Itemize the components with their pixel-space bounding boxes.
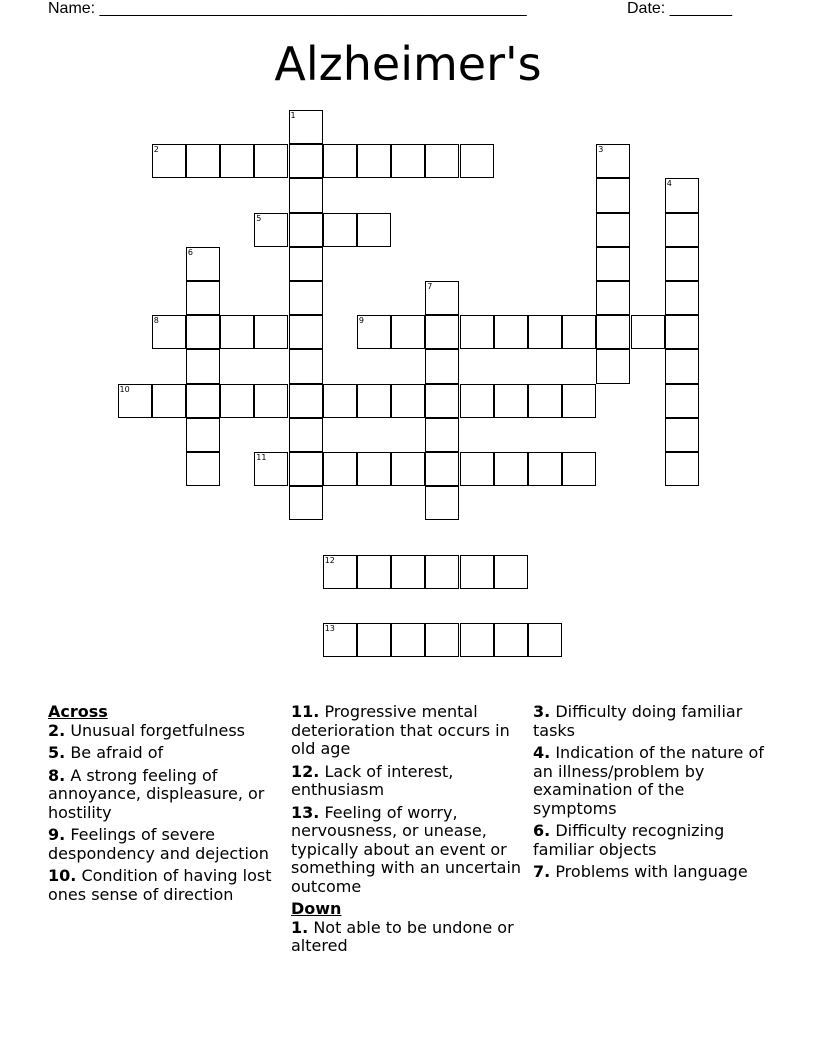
across-clue-list: [48, 722, 284, 905]
grid-cell[interactable]: [289, 281, 323, 315]
clue-column-1: [48, 703, 284, 908]
grid-cell[interactable]: [460, 623, 494, 657]
grid-cell[interactable]: [357, 384, 391, 418]
clue-item: [533, 744, 769, 818]
across-heading: Across: [48, 702, 108, 721]
grid-cell[interactable]: [323, 144, 357, 178]
grid-cell[interactable]: [186, 144, 220, 178]
grid-cell[interactable]: [528, 623, 562, 657]
clue-item-text: Not able to be undone or altered: [291, 917, 514, 955]
grid-cell[interactable]: [152, 384, 186, 418]
grid-cell[interactable]: [665, 247, 699, 281]
clue-item-number: 5.: [48, 743, 66, 762]
grid-cell[interactable]: [391, 452, 425, 486]
grid-cell[interactable]: [425, 315, 459, 349]
clue-item-text: Difficulty recognizing familiar objects: [533, 821, 725, 859]
clue-item-number: 13.: [291, 802, 320, 822]
clue-item-text: Difficulty doing familiar tasks: [533, 702, 743, 740]
clue-item-number: 8.: [48, 765, 66, 785]
grid-cell[interactable]: [220, 144, 254, 178]
grid-cell[interactable]: [357, 213, 391, 247]
grid-cell[interactable]: [186, 315, 220, 349]
grid-cell-8[interactable]: [152, 315, 186, 349]
clue-number: 2: [153, 145, 159, 155]
clue-item-number: 9.: [48, 825, 66, 844]
grid-cell-7[interactable]: [425, 281, 459, 315]
grid-cell[interactable]: [528, 384, 562, 418]
grid-cell[interactable]: [289, 247, 323, 281]
grid-cell[interactable]: [289, 452, 323, 486]
clue-number: 1: [290, 111, 296, 120]
clue-item: [48, 867, 284, 904]
clue-number: 6: [187, 247, 193, 257]
clue-item-number: 4.: [533, 743, 551, 762]
clue-item-number: 10.: [48, 866, 77, 885]
grid-cell[interactable]: [186, 281, 220, 315]
grid-cell[interactable]: [425, 555, 459, 589]
grid-cell[interactable]: [289, 349, 323, 383]
grid-cell[interactable]: [460, 555, 494, 589]
grid-cell[interactable]: [425, 418, 459, 452]
clue-item-text: Be afraid of: [70, 743, 164, 762]
clue-item-number: 2.: [48, 720, 66, 740]
grid-cell[interactable]: [562, 452, 596, 486]
grid-cell[interactable]: [596, 178, 630, 212]
down-clue-list: [291, 919, 527, 956]
page-title: Alzheimer's: [274, 37, 542, 91]
grid-cell[interactable]: [665, 213, 699, 247]
grid-cell-5[interactable]: [254, 213, 288, 247]
grid-cell[interactable]: [460, 452, 494, 486]
clue-number: 12: [324, 555, 335, 565]
grid-cell[interactable]: [323, 384, 357, 418]
clue-item-number: 1.: [291, 917, 309, 937]
grid-cell[interactable]: [254, 315, 288, 349]
grid-cell[interactable]: [494, 452, 528, 486]
clue-item-text: Indication of the nature of an illness/problem by examination of the symptoms: [533, 743, 764, 818]
grid-cell[interactable]: [665, 315, 699, 349]
clue-item-text: Lack of interest, enthusiasm: [291, 761, 454, 799]
clue-item: [291, 703, 527, 759]
grid-cell[interactable]: [528, 452, 562, 486]
clue-item: [48, 826, 284, 863]
grid-cell[interactable]: [289, 384, 323, 418]
clue-item-text: Problems with language: [555, 862, 748, 881]
grid-cell-9[interactable]: [357, 315, 391, 349]
clue-item: [533, 703, 769, 740]
clue-column-3: [533, 703, 769, 886]
grid-cell[interactable]: [460, 144, 494, 178]
grid-cell[interactable]: [460, 384, 494, 418]
grid-cell[interactable]: [289, 178, 323, 212]
grid-cell[interactable]: [254, 144, 288, 178]
clue-item-text: A strong feeling of annoyance, displeasure, or hostility: [48, 765, 265, 822]
grid-cell[interactable]: [528, 315, 562, 349]
grid-cell[interactable]: [289, 486, 323, 520]
across-clue-list-continued: [291, 703, 527, 896]
clue-number: 13: [324, 624, 335, 633]
grid-cell[interactable]: [357, 623, 391, 657]
clue-item: [48, 722, 284, 741]
grid-cell[interactable]: [665, 281, 699, 315]
clue-item: [533, 822, 769, 859]
grid-cell[interactable]: [220, 384, 254, 418]
grid-cell[interactable]: [357, 555, 391, 589]
clue-number: 8: [153, 316, 159, 326]
grid-cell[interactable]: [665, 452, 699, 486]
grid-cell[interactable]: [425, 384, 459, 418]
clue-item-number: 7.: [533, 862, 551, 881]
down-clue-list-continued: [533, 703, 769, 882]
grid-cell[interactable]: [186, 418, 220, 452]
clue-number: 9: [358, 316, 364, 326]
clue-item-text: Feelings of severe despondency and dejection: [48, 825, 269, 863]
clue-item: [48, 767, 284, 823]
grid-cell[interactable]: [425, 452, 459, 486]
grid-cell[interactable]: [357, 452, 391, 486]
grid-cell[interactable]: [460, 315, 494, 349]
grid-cell-6[interactable]: [186, 247, 220, 281]
clue-item-text: Condition of having lost ones sense of direction: [48, 866, 272, 904]
grid-cell[interactable]: [391, 315, 425, 349]
grid-cell[interactable]: [425, 144, 459, 178]
grid-cell[interactable]: [289, 144, 323, 178]
clue-item-number: 11.: [291, 702, 320, 721]
clue-item-number: 12.: [291, 761, 320, 781]
grid-cell[interactable]: [596, 315, 630, 349]
grid-cell-2[interactable]: [152, 144, 186, 178]
grid-cell[interactable]: [391, 144, 425, 178]
grid-cell[interactable]: [425, 486, 459, 520]
clue-number: 11: [256, 453, 267, 462]
grid-cell[interactable]: [186, 452, 220, 486]
clue-number: 3: [598, 145, 604, 155]
grid-cell[interactable]: [425, 623, 459, 657]
grid-cell[interactable]: [631, 315, 665, 349]
clue-number: 7: [427, 282, 433, 291]
grid-cell-10[interactable]: [118, 384, 152, 418]
clue-number: 10: [119, 384, 130, 394]
grid-cell[interactable]: [665, 384, 699, 418]
grid-cell[interactable]: [596, 281, 630, 315]
clue-item-number: 6.: [533, 821, 551, 840]
grid-cell[interactable]: [665, 418, 699, 452]
name-line: Name: ________________________________________________: [48, 0, 527, 17]
down-heading: Down: [291, 899, 342, 918]
clue-item-text: Progressive mental deterioration that occurs in old age: [291, 702, 510, 758]
grid-cell[interactable]: [186, 384, 220, 418]
grid-cell[interactable]: [562, 315, 596, 349]
grid-cell[interactable]: [323, 452, 357, 486]
grid-cell[interactable]: [665, 349, 699, 383]
clue-item-text: Unusual forgetfulness: [70, 720, 245, 740]
grid-cell[interactable]: [494, 555, 528, 589]
clue-item-number: 3.: [533, 702, 551, 721]
grid-cell-4[interactable]: [665, 178, 699, 212]
clue-item: [291, 919, 527, 956]
grid-cell[interactable]: [425, 349, 459, 383]
grid-cell[interactable]: [357, 144, 391, 178]
grid-cell-12[interactable]: [323, 555, 357, 589]
grid-cell[interactable]: [391, 623, 425, 657]
grid-cell[interactable]: [186, 349, 220, 383]
grid-cell[interactable]: [289, 315, 323, 349]
grid-cell[interactable]: [220, 315, 254, 349]
clue-item: [291, 763, 527, 800]
grid-cell-3[interactable]: [596, 144, 630, 178]
grid-cell[interactable]: [596, 247, 630, 281]
clue-item: [533, 863, 769, 882]
grid-cell[interactable]: [254, 384, 288, 418]
grid-cell-11[interactable]: [254, 452, 288, 486]
clue-item: [48, 744, 284, 763]
grid-cell[interactable]: [494, 315, 528, 349]
grid-cell[interactable]: [562, 384, 596, 418]
grid-cell[interactable]: [596, 213, 630, 247]
clue-number: 5: [256, 213, 262, 223]
clue-item: [291, 804, 527, 897]
grid-cell-13[interactable]: [323, 623, 357, 657]
grid-cell[interactable]: [323, 213, 357, 247]
grid-cell[interactable]: [289, 418, 323, 452]
clue-column-2: [291, 703, 527, 960]
date-line: Date: _______: [627, 0, 732, 17]
clue-item-text: Feeling of worry, nervousness, or unease, typically about an event or something with an uncertain outcome: [291, 802, 522, 896]
clue-number: 4: [666, 179, 672, 189]
grid-cell[interactable]: [391, 555, 425, 589]
grid-cell[interactable]: [494, 384, 528, 418]
grid-cell[interactable]: [596, 349, 630, 383]
grid-cell[interactable]: [391, 384, 425, 418]
grid-cell[interactable]: [494, 623, 528, 657]
grid-cell[interactable]: [289, 213, 323, 247]
grid-cell-1[interactable]: [289, 110, 323, 144]
